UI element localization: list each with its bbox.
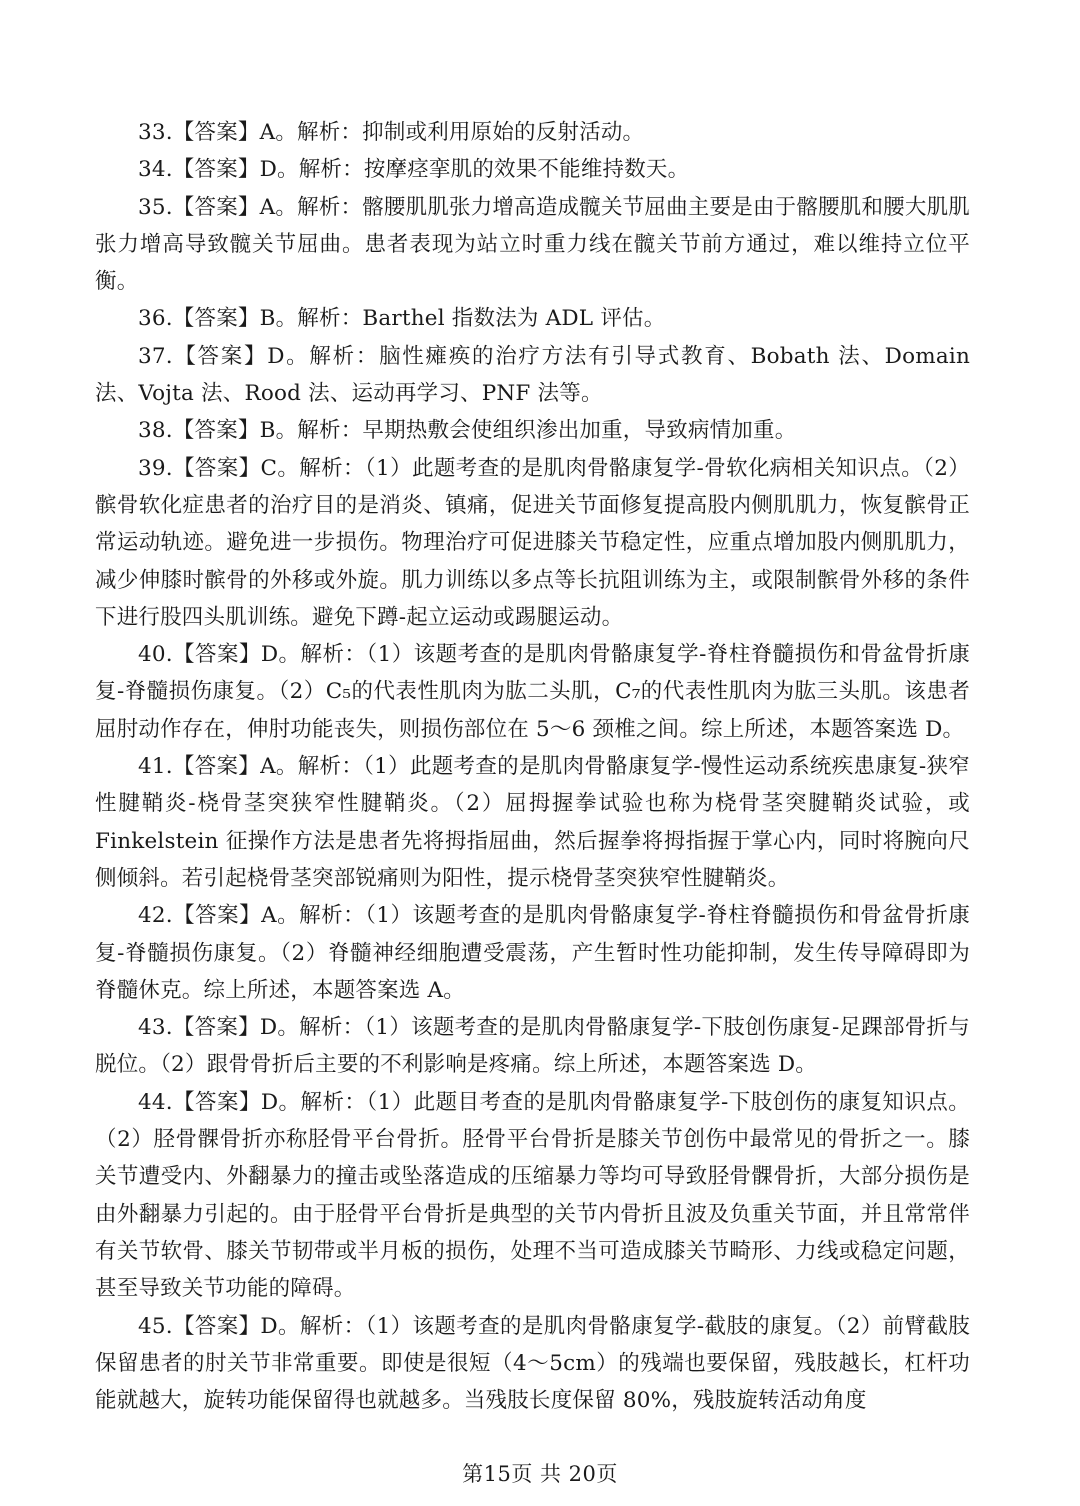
- answer-44: 44.【答案】D。解析：（1）此题目考查的是肌肉骨骼康复学-下肢创伤的康复知识点。（2）胫骨髁骨折亦称胫骨平台骨折。胫骨平台骨折是膝关节创伤中最常见的骨折之一。膝关节遭受内、外翻暴力的撞击或坠落造成的压缩暴力等均可导致胫骨髁骨折，大部分损伤是由外翻暴力引起的。由于胫骨平台骨折是典型的关节内骨折且波及负重关节面，并且常常伴有关节软骨、膝关节韧带或半月板的损伤，处理不当可造成膝关节畸形、力线或稳定问题，甚至导致关节功能的障碍。: [95, 1089, 970, 1302]
- answer-37: 37.【答案】D。解析：脑性瘫痪的治疗方法有引导式教育、Bobath 法、Domain 法、Vojta 法、Rood 法、运动再学习、PNF 法等。: [95, 343, 970, 407]
- answer-39: 39.【答案】C。解析：（1）此题考查的是肌肉骨骼康复学-骨软化病相关知识点。（2）髌骨软化症患者的治疗目的是消炎、镇痛，促进关节面修复提高股内侧肌肌力，恢复髌骨正常运动轨迹。避免进一步损伤。物理治疗可促进膝关节稳定性，应重点增加股内侧肌肌力，减少伸膝时髌骨的外移或外旋。肌力训练以多点等长抗阻训练为主，或限制髌骨外移的条件下进行股四头肌训练。避免下蹲-起立运动或踢腿运动。: [95, 455, 970, 630]
- answer-38: 38.【答案】B。解析：早期热敷会使组织渗出加重，导致病情加重。: [138, 418, 797, 444]
- answer-35: 35.【答案】A。解析：髂腰肌肌张力增高造成髋关节屈曲主要是由于髂腰肌和腰大肌肌张力增高导致髋关节屈曲。患者表现为站立时重力线在髋关节前方通过，难以维持立位平衡。: [95, 194, 970, 295]
- answer-41: 41.【答案】A。解析：（1）此题考查的是肌肉骨骼康复学-慢性运动系统疾患康复-狭窄性腱鞘炎-桡骨茎突狭窄性腱鞘炎。（2）屈拇握拳试验也称为桡骨茎突腱鞘炎试验，或 Finkelstein 征操作方法是患者先将拇指屈曲，然后握拳将拇指握于掌心内，同时将腕向尺侧倾斜。若引起桡骨茎突部锐痛则为阳性，提示桡骨茎突狭窄性腱鞘炎。: [95, 754, 970, 891]
- answer-33: 33.【答案】A。解析：抑制或利用原始的反射活动。: [138, 120, 645, 145]
- page-number-footer: 第15页 共 20页: [462, 1462, 618, 1486]
- answer-explanations: [95, 114, 970, 1419]
- answer-36: 36.【答案】B。解析：Barthel 指数法为 ADL 评估。: [138, 306, 666, 332]
- answer-43: 43.【答案】D。解析：（1）该题考查的是肌肉骨骼康复学-下肢创伤康复-足踝部骨折与脱位。（2）跟骨骨折后主要的不利影响是疼痛。综上所述，本题答案选 D。: [95, 1015, 970, 1078]
- answer-45: 45.【答案】D。解析：（1）该题考查的是肌肉骨骼康复学-截肢的康复。（2）前臂截肢保留患者的肘关节非常重要。即使是很短（4～5cm）的残端也要保留，残肢越长，杠杆功能就越大，旋转功能保留得也就越多。当残肢长度保留 80%，残肢旋转活动角度: [95, 1313, 970, 1414]
- answer-34: 34.【答案】D。解析：按摩痉挛肌的效果不能维持数天。: [138, 157, 690, 183]
- answer-40: 40.【答案】D。解析：（1）该题考查的是肌肉骨骼康复学-脊柱脊髓损伤和骨盆骨折康复-脊髓损伤康复。（2）C₅的代表性肌肉为肱二头肌，C₇的代表性肌肉为肱三头肌。该患者屈肘动作存在，伸肘功能丧失，则损伤部位在 5～6 颈椎之间。综上所述，本题答案选 D。: [95, 642, 970, 742]
- answer-42: 42.【答案】A。解析：（1）该题考查的是肌肉骨骼康复学-脊柱脊髓损伤和骨盆骨折康复-脊髓损伤康复。（2）脊髓神经细胞遭受震荡，产生暂时性功能抑制，发生传导障碍即为脊髓休克。综上所述，本题答案选 A。: [95, 903, 970, 1003]
